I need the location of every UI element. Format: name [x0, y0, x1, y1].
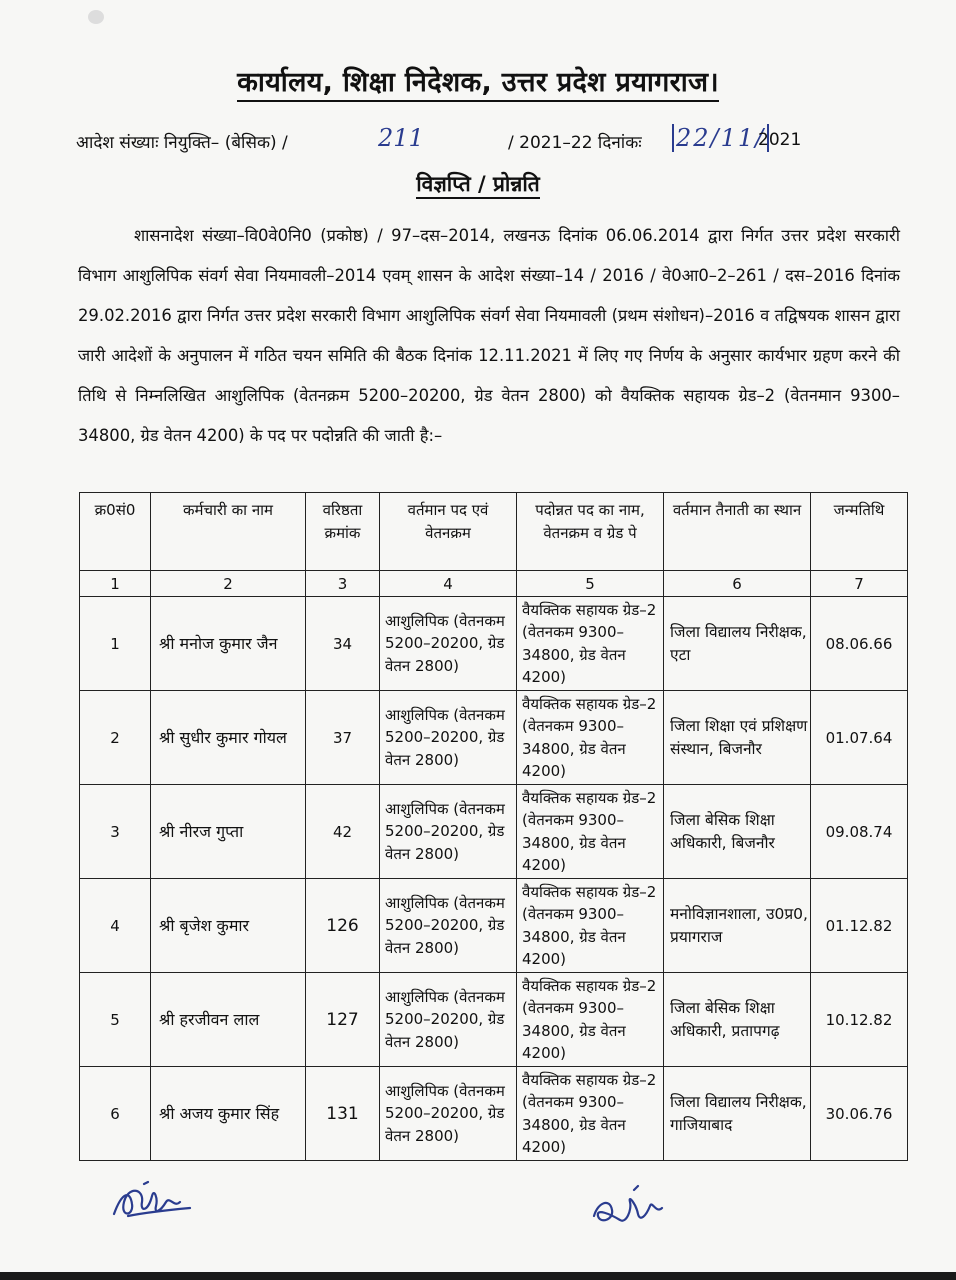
- order-year-label: / 2021–22 दिनांकः: [508, 133, 642, 153]
- cell-promoted-post: वैयक्तिक सहायक ग्रेड–2 (वेतनकम 9300–34800, ग्रेड वेतन 4200): [517, 879, 664, 973]
- table-row: [80, 597, 908, 691]
- cell-current-post: आशुलिपिक (वेतनकम 5200–20200, ग्रेड वेतन 2800): [380, 973, 517, 1067]
- column-number: 3: [306, 571, 380, 597]
- cell-seniority: 42: [306, 785, 380, 879]
- cell-seniority: 127: [306, 973, 380, 1067]
- column-number: 5: [517, 571, 664, 597]
- column-number-row: [80, 571, 908, 597]
- order-paragraph: शासनादेश संख्या–वि0वे0नि0 (प्रकोष्ठ) / 97–दस–2014, लखनऊ दिनांक 06.06.2014 द्वारा निर्गत उत्तर प्रदेश सरकारी विभाग आशुलिपिक संवर्ग सेवा नियमावली–2014 एवम् शासन के आदेश संख्या–14 / 2016 / वे0आ0–2–261 / दस–2016 दिनांक 29.02.2016 द्वारा निर्गत उत्तर प्रदेश सरकारी विभाग आशुलिपिक संवर्ग सेवा नियमावली (प्रथम संशोधन)–2016 व तद्विषयक शासन द्वारा जारी आदेशों के अनुपालन में गठित चयन समिति की बैठक दिनांक 12.11.2021 में लिए गए निर्णय के अनुसार कार्यभार ग्रहण करने की तिथि से निम्नलिखित आशुलिपिक (वेतनक्रम 5200–20200, ग्रेड वेतन 2800) को वैयक्तिक सहायक ग्रेड–2 (वेतनमान 9300–34800, ग्रेड वेतन 4200) के पद पर पदोन्नति की जाती है:–: [78, 226, 900, 445]
- header-seniority: वरिष्ठता क्रमांक: [306, 493, 380, 571]
- punch-hole: [88, 10, 104, 24]
- cell-dob: 01.07.64: [811, 691, 908, 785]
- cell-serial: 2: [80, 691, 151, 785]
- bottom-edge: [0, 1272, 956, 1280]
- cell-location: जिला विद्यालय निरीक्षक, गाजियाबाद: [664, 1067, 811, 1161]
- header-name: कर्मचारी का नाम: [151, 493, 306, 571]
- cell-serial: 4: [80, 879, 151, 973]
- cell-name: श्री मनोज कुमार जैन: [151, 597, 306, 691]
- column-number: 7: [811, 571, 908, 597]
- cell-dob: 08.06.66: [811, 597, 908, 691]
- table-row: [80, 785, 908, 879]
- order-prefix: आदेश संख्याः नियुक्ति– (बेसिक) /: [76, 133, 288, 153]
- cell-name: श्री अजय कुमार सिंह: [151, 1067, 306, 1161]
- cell-promoted-post: वैयक्तिक सहायक ग्रेड–2 (वेतनकम 9300–34800, ग्रेड वेतन 4200): [517, 691, 664, 785]
- cell-dob: 30.06.76: [811, 1067, 908, 1161]
- initials-signature-right: [586, 1180, 676, 1240]
- cell-current-post: आशुलिपिक (वेतनकम 5200–20200, ग्रेड वेतन 2800): [380, 691, 517, 785]
- column-number: 2: [151, 571, 306, 597]
- table-row: [80, 691, 908, 785]
- office-title: कार्यालय, शिक्षा निदेशक, उत्तर प्रदेश प्रयागराज।: [0, 62, 956, 99]
- cell-promoted-post: वैयक्तिक सहायक ग्रेड–2 (वेतनकम 9300–34800, ग्रेड वेतन 4200): [517, 1067, 664, 1161]
- cell-serial: 3: [80, 785, 151, 879]
- cell-seniority: 126: [306, 879, 380, 973]
- cell-current-post: आशुलिपिक (वेतनकम 5200–20200, ग्रेड वेतन 2800): [380, 879, 517, 973]
- cell-current-post: आशुलिपिक (वेतनकम 5200–20200, ग्रेड वेतन 2800): [380, 597, 517, 691]
- order-year: 2021: [758, 130, 802, 150]
- header-current-post: वर्तमान पद एवं वेतनक्रम: [380, 493, 517, 571]
- cell-location: जिला शिक्षा एवं प्रशिक्षण संस्थान, बिजनौर: [664, 691, 811, 785]
- notice-title: विज्ञप्ति / प्रोन्नति: [0, 170, 956, 198]
- header-dob: जन्मतिथि: [811, 493, 908, 571]
- cell-name: श्री नीरज गुप्ता: [151, 785, 306, 879]
- column-number: 6: [664, 571, 811, 597]
- cell-dob: 10.12.82: [811, 973, 908, 1067]
- cell-current-post: आशुलिपिक (वेतनकम 5200–20200, ग्रेड वेतन 2800): [380, 785, 517, 879]
- cell-name: श्री बृजेश कुमार: [151, 879, 306, 973]
- cell-seniority: 131: [306, 1067, 380, 1161]
- table-row: [80, 1067, 908, 1161]
- column-number: 4: [380, 571, 517, 597]
- cell-current-post: आशुलिपिक (वेतनकम 5200–20200, ग्रेड वेतन 2800): [380, 1067, 517, 1161]
- cell-seniority: 37: [306, 691, 380, 785]
- cell-promoted-post: वैयक्तिक सहायक ग्रेड–2 (वेतनकम 9300–34800, ग्रेड वेतन 4200): [517, 785, 664, 879]
- cell-name: श्री सुधीर कुमार गोयल: [151, 691, 306, 785]
- order-date-handwritten: 22/11/: [672, 124, 769, 152]
- cell-serial: 1: [80, 597, 151, 691]
- promotion-table: [79, 492, 908, 1161]
- cell-promoted-post: वैयक्तिक सहायक ग्रेड–2 (वेतनकम 9300–34800, ग्रेड वेतन 4200): [517, 973, 664, 1067]
- column-number: 1: [80, 571, 151, 597]
- table-row: [80, 879, 908, 973]
- cell-location: जिला बेसिक शिक्षा अधिकारी, बिजनौर: [664, 785, 811, 879]
- cell-serial: 5: [80, 973, 151, 1067]
- cell-seniority: 34: [306, 597, 380, 691]
- cell-location: जिला विद्यालय निरीक्षक, एटा: [664, 597, 811, 691]
- order-number-handwritten: 211: [378, 124, 424, 152]
- cell-location: मनोविज्ञानशाला, उ0प्र0, प्रयागराज: [664, 879, 811, 973]
- cell-promoted-post: वैयक्तिक सहायक ग्रेड–2 (वेतनकम 9300–34800, ग्रेड वेतन 4200): [517, 597, 664, 691]
- header-serial: क्र0सं0: [80, 493, 151, 571]
- header-location: वर्तमान तैनाती का स्थान: [664, 493, 811, 571]
- cell-dob: 09.08.74: [811, 785, 908, 879]
- cell-dob: 01.12.82: [811, 879, 908, 973]
- cell-location: जिला बेसिक शिक्षा अधिकारी, प्रतापगढ़: [664, 973, 811, 1067]
- cell-serial: 6: [80, 1067, 151, 1161]
- table-row: [80, 973, 908, 1067]
- cell-name: श्री हरजीवन लाल: [151, 973, 306, 1067]
- initials-signature-left: [108, 1172, 198, 1232]
- table-header-row: [80, 493, 908, 571]
- header-promoted-post: पदोन्नत पद का नाम, वेतनक्रम व ग्रेड पे: [517, 493, 664, 571]
